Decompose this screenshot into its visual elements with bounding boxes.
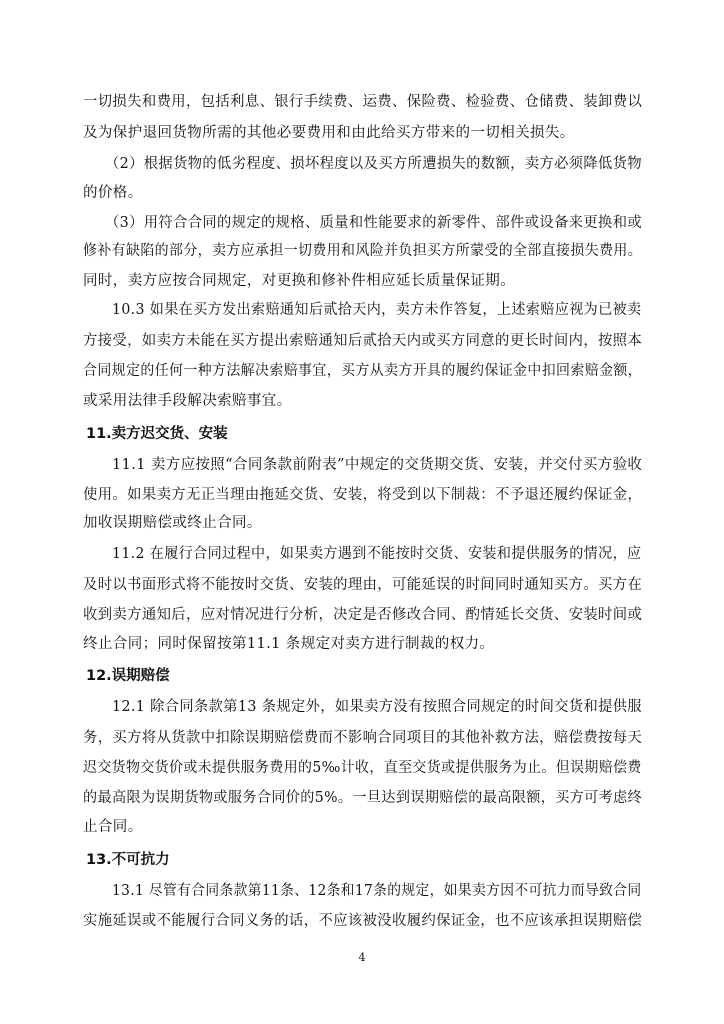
paragraph-line: 或采用法律手段解决索赔事宜。 [83, 393, 292, 409]
paragraph-line: 11.2 在履行合同过程中，如果卖方遇到不能按时交货、安装和提供服务的情况，应 [112, 546, 642, 562]
paragraph-line: 实施延误或不能履行合同义务的话，不应该被没收履约保证金，也不应该承担误期赔偿 [83, 913, 643, 929]
paragraph-line: 方接受，如卖方未能在买方提出索赔通知后贰拾天内或买方同意的更长时间内，按照本 [83, 333, 643, 349]
page-number: 4 [358, 951, 366, 964]
paragraph-line: 及为保护退回货物所需的其他必要费用和由此给买方带来的一切相关损失。 [83, 125, 575, 141]
paragraph-line: 使用。如果卖方无正当理由拖延交货、安装，将受到以下制裁：不予退还履约保证金， [83, 487, 643, 503]
paragraph-line: （2）根据货物的低劣程度、损坏程度以及买方所遭损失的数额，卖方必须降低货物 [105, 156, 643, 172]
paragraph-line: 同时，卖方应按合同规定，对更换和修补件相应延长质量保证期。 [83, 273, 516, 289]
paragraph-line: 终止合同；同时保留按第11.1 条规定对卖方进行制裁的权力。 [83, 636, 495, 652]
paragraph-line: 10.3 如果在买方发出索赔通知后贰拾天内，卖方未作答复，上述索赔应视为已被卖 [112, 302, 642, 318]
paragraph-line: 11.1 卖方应按照“合同条款前附表”中规定的交货期交货、安装，并交付买方验收 [112, 457, 643, 473]
paragraph-line: 及时以书面形式将不能按时交货、安装的理由，可能延误的时间同时通知买方。买方在 [83, 577, 643, 593]
paragraph-line: 的最高限为误期货物或服务合同价的5%。一旦达到误期赔偿的最高限额，买方可考虑终 [83, 790, 643, 806]
section-heading-13: 13.不可抗力 [86, 852, 170, 868]
paragraph-line: 一切损失和费用，包括利息、银行手续费、运费、保险费、检验费、仓储费、装卸费以 [83, 94, 643, 110]
section-heading-12: 12.误期赔偿 [86, 668, 170, 684]
paragraph-line: 修补有缺陷的部分，卖方应承担一切费用和风险并负担买方所蒙受的全部直接损失费用。 [83, 243, 643, 259]
paragraph-line: 合同规定的任何一种方法解决索赔事宜，买方从卖方开具的履约保证金中扣回索赔金额， [83, 363, 643, 379]
paragraph-line: 加收误期赔偿或终止合同。 [83, 515, 262, 531]
paragraph-line: 止合同。 [83, 819, 143, 835]
paragraph-line: 收到卖方通知后，应对情况进行分析，决定是否修改合同、酌情延长交货、安装时间或 [83, 607, 643, 623]
paragraph-line: 迟交货物交货价或未提供服务费用的5‰计收，直至交货或提供服务为止。但误期赔偿费 [83, 760, 642, 776]
paragraph-line: （3）用符合合同的规定的规格、质量和性能要求的新零件、部件或设备来更换和或 [105, 215, 643, 231]
paragraph-line: 13.1 尽管有合同条款第11条、12条和17条的规定，如果卖方因不可抗力而导致合同 [112, 883, 642, 899]
section-heading-11: 11.卖方迟交货、安装 [86, 426, 228, 442]
paragraph-line: 的价格。 [83, 185, 143, 201]
paragraph-line: 12.1 除合同条款第13 条规定外，如果卖方没有按照合同规定的时间交货和提供服 [112, 699, 642, 715]
paragraph-line: 务，买方将从货款中扣除误期赔偿费而不影响合同项目的其他补救方法，赔偿费按每天 [83, 730, 643, 746]
